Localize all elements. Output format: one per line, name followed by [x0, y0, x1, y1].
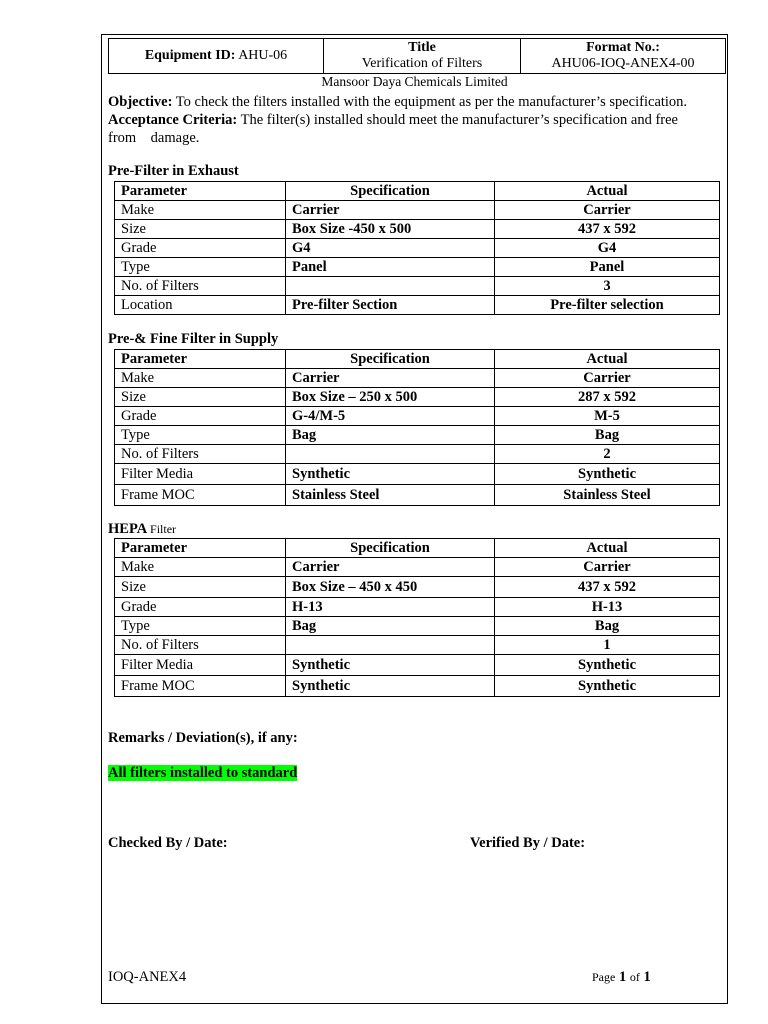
- column-parameter: Parameter: [115, 539, 286, 558]
- title-label: Title: [408, 40, 436, 55]
- actual-cell: Carrier: [495, 201, 720, 220]
- parameter-cell: Filter Media: [115, 464, 286, 485]
- column-specification: Specification: [286, 350, 495, 369]
- table-row: [115, 239, 720, 258]
- specification-cell: Box Size – 450 x 450: [286, 577, 495, 598]
- objective-text: To check the filters installed with the equipment as per the manufacturer’s specification.: [172, 94, 688, 110]
- actual-cell: 1: [495, 636, 720, 655]
- table-row: [115, 577, 720, 598]
- table-row: [115, 617, 720, 636]
- actual-cell: Bag: [495, 617, 720, 636]
- parameter-cell: Location: [115, 296, 286, 315]
- table-row: [115, 636, 720, 655]
- table-row: [115, 558, 720, 577]
- parameter-cell: Filter Media: [115, 655, 286, 676]
- specification-cell: [286, 277, 495, 296]
- column-actual: Actual: [495, 182, 720, 201]
- remarks-label: Remarks / Deviation(s), if any:: [108, 730, 298, 746]
- parameter-cell: No. of Filters: [115, 445, 286, 464]
- page-current: 1: [618, 969, 627, 985]
- equipment-id-value: AHU-06: [238, 48, 288, 63]
- specification-cell: G-4/M-5: [286, 407, 495, 426]
- specification-cell: H-13: [286, 598, 495, 617]
- equipment-id-cell: [109, 39, 324, 74]
- actual-cell: 437 x 592: [495, 220, 720, 239]
- actual-cell: 3: [495, 277, 720, 296]
- table-row: [115, 676, 720, 697]
- actual-cell: Panel: [495, 258, 720, 277]
- actual-cell: Pre-filter selection: [495, 296, 720, 315]
- actual-cell: Synthetic: [495, 655, 720, 676]
- specification-cell: Bag: [286, 617, 495, 636]
- section-title-hepa: [108, 521, 176, 538]
- page-of: of: [629, 970, 640, 984]
- actual-cell: H-13: [495, 598, 720, 617]
- parameter-cell: Size: [115, 388, 286, 407]
- table-row: [115, 388, 720, 407]
- table-row: [115, 426, 720, 445]
- table-row: [115, 369, 720, 388]
- format-cell: [521, 39, 726, 74]
- parameter-cell: No. of Filters: [115, 277, 286, 296]
- acceptance-criteria: [108, 111, 720, 147]
- specification-cell: Stainless Steel: [286, 485, 495, 506]
- table-row: [115, 407, 720, 426]
- specification-cell: Box Size – 250 x 500: [286, 388, 495, 407]
- table-row: [115, 220, 720, 239]
- actual-cell: Synthetic: [495, 464, 720, 485]
- table-row: [115, 485, 720, 506]
- parameter-cell: Grade: [115, 407, 286, 426]
- table-header-row: [115, 182, 720, 201]
- specification-cell: Synthetic: [286, 464, 495, 485]
- table-header-row: [115, 539, 720, 558]
- specification-cell: Pre-filter Section: [286, 296, 495, 315]
- parameter-cell: Size: [115, 577, 286, 598]
- acceptance-label: Acceptance Criteria:: [108, 112, 238, 128]
- parameter-cell: Size: [115, 220, 286, 239]
- parameter-cell: No. of Filters: [115, 636, 286, 655]
- actual-cell: M-5: [495, 407, 720, 426]
- section-title-pre-filter-exhaust: Pre-Filter in Exhaust: [108, 163, 239, 179]
- document-page: [101, 34, 728, 1004]
- verified-by-label: Verified By / Date:: [470, 835, 586, 851]
- actual-cell: Synthetic: [495, 676, 720, 697]
- specification-cell: Box Size -450 x 500: [286, 220, 495, 239]
- remarks-value: All filters installed to standard: [108, 765, 298, 781]
- hepa-filter-table: [114, 538, 720, 697]
- page-total: 1: [643, 969, 651, 985]
- equipment-id-label: Equipment ID:: [144, 48, 236, 63]
- parameter-cell: Make: [115, 201, 286, 220]
- parameter-cell: Type: [115, 426, 286, 445]
- parameter-cell: Frame MOC: [115, 485, 286, 506]
- page-prefix: Page: [592, 970, 616, 984]
- table-header-row: [115, 350, 720, 369]
- actual-cell: 437 x 592: [495, 577, 720, 598]
- actual-cell: Stainless Steel: [495, 485, 720, 506]
- parameter-cell: Grade: [115, 239, 286, 258]
- parameter-cell: Make: [115, 369, 286, 388]
- table-row: [115, 201, 720, 220]
- parameter-cell: Frame MOC: [115, 676, 286, 697]
- header-table: [108, 38, 726, 74]
- format-label: Format No.:: [586, 40, 660, 55]
- column-parameter: Parameter: [115, 350, 286, 369]
- supply-filters-table: [114, 349, 720, 506]
- remarks-line: [108, 764, 720, 782]
- checked-by-label: Checked By / Date:: [108, 835, 228, 851]
- table-row: [115, 258, 720, 277]
- specification-cell: Synthetic: [286, 676, 495, 697]
- page-number: [592, 969, 651, 986]
- table-row: [115, 445, 720, 464]
- actual-cell: 287 x 592: [495, 388, 720, 407]
- table-row: [115, 296, 720, 315]
- section-title-hepa-suffix: Filter: [150, 522, 177, 536]
- column-specification: Specification: [286, 539, 495, 558]
- format-value: AHU06-IOQ-ANEX4-00: [551, 56, 695, 71]
- parameter-cell: Grade: [115, 598, 286, 617]
- table-row: [115, 598, 720, 617]
- specification-cell: Carrier: [286, 558, 495, 577]
- actual-cell: Carrier: [495, 369, 720, 388]
- parameter-cell: Type: [115, 258, 286, 277]
- column-actual: Actual: [495, 350, 720, 369]
- specification-cell: G4: [286, 239, 495, 258]
- acceptance-text: The filter(s) installed should meet the manufacturer’s specification and free from damage.: [108, 112, 678, 146]
- section-title-supply-filters: Pre-& Fine Filter in Supply: [108, 331, 279, 347]
- objective-label: Objective:: [108, 94, 173, 110]
- column-parameter: Parameter: [115, 182, 286, 201]
- specification-cell: Bag: [286, 426, 495, 445]
- table-row: [115, 277, 720, 296]
- specification-cell: [286, 636, 495, 655]
- actual-cell: Carrier: [495, 558, 720, 577]
- parameter-cell: Type: [115, 617, 286, 636]
- specification-cell: Carrier: [286, 201, 495, 220]
- table-row: [115, 655, 720, 676]
- column-actual: Actual: [495, 539, 720, 558]
- footer-doc-code: IOQ-ANEX4: [108, 969, 187, 985]
- table-row: [115, 464, 720, 485]
- section-title-hepa-main: HEPA: [108, 521, 147, 537]
- objective: [108, 93, 720, 111]
- specification-cell: [286, 445, 495, 464]
- title-cell: [324, 39, 521, 74]
- specification-cell: Synthetic: [286, 655, 495, 676]
- column-specification: Specification: [286, 182, 495, 201]
- pre-filter-exhaust-table: [114, 181, 720, 315]
- specification-cell: Panel: [286, 258, 495, 277]
- actual-cell: G4: [495, 239, 720, 258]
- parameter-cell: Make: [115, 558, 286, 577]
- specification-cell: Carrier: [286, 369, 495, 388]
- actual-cell: Bag: [495, 426, 720, 445]
- actual-cell: 2: [495, 445, 720, 464]
- title-value: Verification of Filters: [361, 56, 483, 71]
- company-name: Mansoor Daya Chemicals Limited: [321, 74, 508, 89]
